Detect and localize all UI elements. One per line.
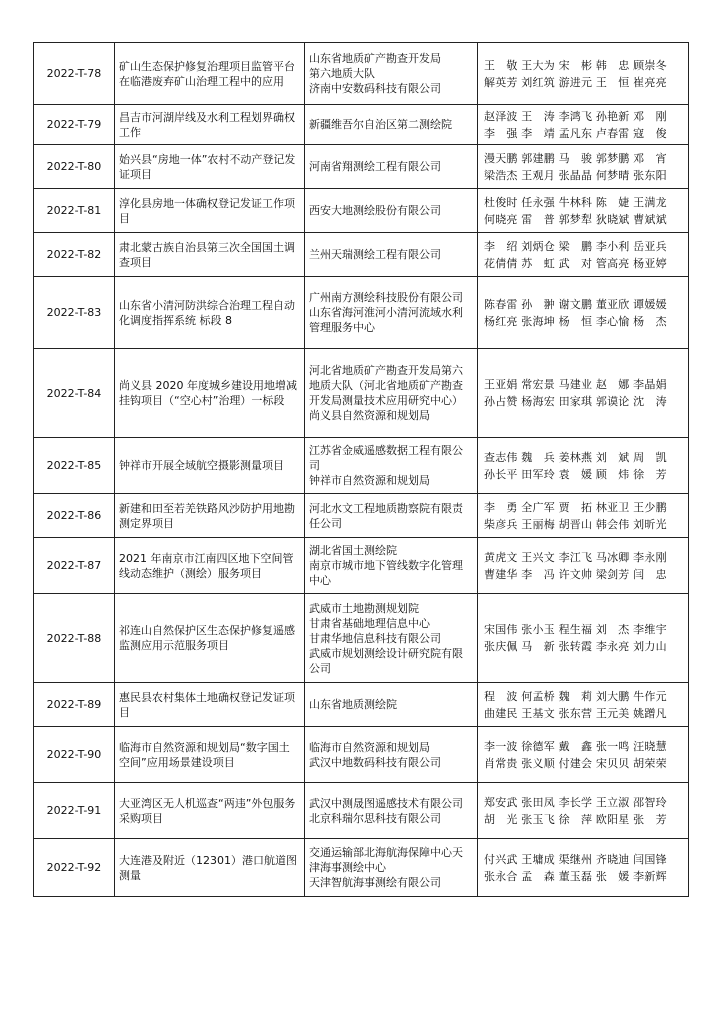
- project-name: 山东省小清河防洪综合治理工程自动化调度指挥系统 标段 8: [119, 298, 295, 327]
- project-name-cell: [115, 43, 305, 105]
- people-line: 孙长平 田军玲 袁 媛 顾 炜 徐 芳: [484, 467, 667, 481]
- project-name: 淳化县房地一体确权登记发证工作项目: [119, 196, 295, 225]
- unit-cell: [305, 839, 478, 897]
- table-row: [34, 145, 689, 189]
- project-id: 2022-T-91: [46, 804, 102, 817]
- unit-name: 南京市城市地下管线数字化管理中心: [309, 559, 463, 587]
- unit-name: 武威市规划测绘设计研究院有限公司: [309, 646, 463, 675]
- project-id-cell: [34, 538, 115, 594]
- table-row: [34, 783, 689, 839]
- project-id: 2022-T-81: [46, 204, 102, 217]
- table-row: [34, 839, 689, 897]
- project-name-cell: [115, 594, 305, 683]
- project-id: 2022-T-79: [46, 118, 102, 131]
- people-line: 王亚娟 常宏景 马建业 赵 娜 李晶娟: [484, 378, 667, 391]
- table-row: [34, 494, 689, 538]
- table-row: [34, 538, 689, 594]
- project-name-cell: [115, 145, 305, 189]
- unit-name: 交通运输部北海航海保障中心天津海事测绘中心: [309, 846, 463, 874]
- project-id-cell: [34, 683, 115, 727]
- unit-cell: [305, 43, 478, 105]
- project-id: 2022-T-87: [46, 559, 102, 572]
- people-line: 宋国伟 张小玉 程生福 刘 杰 李维宇: [484, 623, 667, 636]
- project-name: 始兴县“房地一体”农村不动产登记发证项目: [119, 152, 296, 181]
- project-id-cell: [34, 145, 115, 189]
- table-row: [34, 349, 689, 438]
- unit-cell: [305, 683, 478, 727]
- people-line: 陈春雷 孙 翀 谢文鹏 董亚欣 谭媛媛: [484, 297, 667, 311]
- people-cell: [478, 145, 689, 189]
- project-id-cell: [34, 43, 115, 105]
- project-name: 大亚湾区无人机巡查“两违”外包服务采购项目: [119, 796, 296, 825]
- people-cell: [478, 43, 689, 105]
- people-line: 解英芳 刘红筑 游进元 王 恒 崔亮亮: [484, 75, 667, 89]
- project-name-cell: [115, 277, 305, 349]
- project-id: 2022-T-88: [46, 631, 102, 645]
- people-cell: [478, 783, 689, 839]
- project-name: 肃北蒙古族自治县第三次全国国土调查项目: [119, 240, 295, 269]
- unit-name: 广州南方测绘科技股份有限公司: [309, 291, 463, 304]
- unit-cell: [305, 727, 478, 783]
- project-id-cell: [34, 783, 115, 839]
- unit-name: 武汉中地数码科技有限公司: [309, 755, 441, 769]
- project-name-cell: [115, 783, 305, 839]
- unit-name: 武汉中测晟图遥感技术有限公司: [309, 796, 463, 810]
- table-row: [34, 233, 689, 277]
- people-line: 查志伟 魏 兵 姜林燕 刘 斌 周 凯: [484, 450, 667, 464]
- project-id: 2022-T-85: [46, 459, 102, 472]
- people-cell: [478, 683, 689, 727]
- unit-name: 北京科瑞尔思科技有限公司: [309, 811, 441, 825]
- unit-name: 山东省海河淮河小清河流域水利管理服务中心: [309, 306, 463, 334]
- table-row: [34, 277, 689, 349]
- project-id: 2022-T-89: [46, 698, 102, 711]
- project-name-cell: [115, 189, 305, 233]
- unit-name: 河北省地质矿产勘查开发局第六地质大队（河北省地质矿产勘查开发局测量技术应用研究中心）: [309, 364, 463, 407]
- people-cell: [478, 105, 689, 145]
- project-id: 2022-T-78: [46, 67, 102, 80]
- people-line: 张庆佩 马 新 张转霞 李永亮 刘力山: [484, 640, 667, 653]
- people-line: 李 强 李 靖 孟凡东 卢春雷 寇 俊: [484, 126, 667, 140]
- people-cell: [478, 538, 689, 594]
- table-row: [34, 594, 689, 683]
- unit-name: 尚义县自然资源和规划局: [309, 409, 430, 422]
- project-name: 临海市自然资源和规划局“数字国土空间”应用场景建设项目: [119, 740, 290, 769]
- people-line: 何晓亮 雷 普 郭梦犁 狄晓斌 曹斌斌: [484, 212, 667, 226]
- people-line: 孙占赞 杨海宏 田家琪 郭谟论 沈 涛: [484, 395, 667, 408]
- project-id: 2022-T-90: [46, 748, 102, 761]
- project-id: 2022-T-82: [46, 248, 102, 261]
- table-row: [34, 727, 689, 783]
- people-line: 胡 光 张玉飞 徐 萍 欧阳星 张 芳: [484, 812, 667, 826]
- people-line: 黄虎文 王兴文 李江飞 马冰卿 李永刚: [484, 550, 667, 564]
- project-id-cell: [34, 839, 115, 897]
- people-cell: [478, 727, 689, 783]
- project-name-cell: [115, 839, 305, 897]
- unit-cell: [305, 189, 478, 233]
- people-line: 漫天鹏 郭建鹏 马 骏 郭梦鹏 邓 宵: [484, 151, 667, 165]
- unit-cell: [305, 105, 478, 145]
- unit-name: 河南省翔测绘工程有限公司: [309, 160, 441, 173]
- unit-cell: [305, 349, 478, 438]
- unit-name: 江苏省金威遥感数据工程有限公司: [309, 444, 463, 472]
- project-name-cell: [115, 349, 305, 438]
- people-line: 肖常贵 张义顺 付建会 宋贝贝 胡荣荣: [484, 756, 667, 770]
- unit-name: 西安大地测绘股份有限公司: [309, 204, 441, 217]
- people-line: 王 敬 王大为 宋 彬 韩 忠 顾崇冬: [484, 58, 667, 72]
- unit-cell: [305, 538, 478, 594]
- project-id-cell: [34, 727, 115, 783]
- project-id-cell: [34, 494, 115, 538]
- unit-name: 山东省地质矿产勘查开发局: [309, 52, 441, 65]
- project-id-cell: [34, 277, 115, 349]
- unit-cell: [305, 145, 478, 189]
- project-id-cell: [34, 438, 115, 494]
- unit-name: 第六地质大队: [309, 67, 375, 80]
- unit-name: 临海市自然资源和规划局: [309, 740, 430, 754]
- project-id-cell: [34, 594, 115, 683]
- table-row: [34, 438, 689, 494]
- unit-cell: [305, 594, 478, 683]
- people-line: 曹建华 李 冯 许文帅 梁剑芳 闫 忠: [484, 567, 667, 581]
- unit-name: 天津智航海事测绘有限公司: [309, 876, 441, 889]
- unit-name: 河北水文工程地质勘察院有限责任公司: [309, 501, 463, 530]
- people-line: 程 波 何孟桥 魏 莉 刘大鹏 牛作元: [484, 689, 667, 703]
- people-line: 李一波 徐德军 戴 鑫 张一鸣 汪晓慧: [484, 739, 667, 753]
- project-name: 惠民县农村集体土地确权登记发证项目: [119, 690, 295, 719]
- unit-cell: [305, 438, 478, 494]
- project-id-cell: [34, 233, 115, 277]
- project-name: 昌吉市河湖岸线及水利工程划界确权工作: [119, 110, 295, 139]
- table-row: [34, 43, 689, 105]
- people-line: 李 绍 刘炳仓 梁 鹏 李小利 岳亚兵: [484, 239, 667, 253]
- project-name: 尚义县 2020 年度城乡建设用地增减挂钩项目（“空心村”治理）一标段: [119, 379, 297, 407]
- table-row: [34, 683, 689, 727]
- unit-name: 兰州天瑞测绘工程有限公司: [309, 248, 441, 261]
- project-name-cell: [115, 438, 305, 494]
- project-id: 2022-T-92: [46, 861, 102, 874]
- unit-name: 甘肃华地信息科技有限公司: [309, 631, 441, 645]
- project-id: 2022-T-80: [46, 160, 102, 173]
- table-row: [34, 105, 689, 145]
- project-name: 钟祥市开展全域航空摄影测量项目: [119, 459, 284, 472]
- unit-cell: [305, 233, 478, 277]
- unit-cell: [305, 494, 478, 538]
- project-name: 大连港及附近（12301）港口航道图测量: [119, 853, 297, 882]
- unit-name: 山东省地质测绘院: [309, 698, 397, 711]
- people-cell: [478, 839, 689, 897]
- project-name-cell: [115, 233, 305, 277]
- people-line: 张永合 孟 森 董玉磊 张 媛 李新辉: [484, 869, 667, 883]
- unit-name: 钟祥市自然资源和规划局: [309, 474, 430, 487]
- people-cell: [478, 594, 689, 683]
- people-line: 付兴武 王墉成 渠继州 齐晓迪 闫国锋: [484, 852, 667, 866]
- unit-cell: [305, 277, 478, 349]
- project-name: 矿山生态保护修复治理项目监管平台在临港废弃矿山治理工程中的应用: [119, 59, 295, 88]
- project-name-cell: [115, 494, 305, 538]
- people-line: 杨红亮 张海坤 杨 恒 李心愉 杨 杰: [484, 314, 667, 328]
- unit-name: 湖北省国土测绘院: [309, 544, 397, 557]
- people-cell: [478, 349, 689, 438]
- project-id: 2022-T-83: [46, 306, 102, 319]
- project-name-cell: [115, 683, 305, 727]
- unit-name: 新疆维吾尔自治区第二测绘院: [309, 118, 452, 131]
- people-cell: [478, 277, 689, 349]
- people-cell: [478, 438, 689, 494]
- people-cell: [478, 189, 689, 233]
- people-cell: [478, 233, 689, 277]
- people-line: 花倩倩 苏 虹 武 对 管高亮 杨亚婷: [484, 256, 667, 270]
- project-id-cell: [34, 105, 115, 145]
- people-line: 曲建民 王基文 张东营 王元美 姚蹭凡: [484, 706, 667, 720]
- project-name-cell: [115, 538, 305, 594]
- unit-name: 武威市土地勘测规划院: [309, 601, 419, 615]
- project-name: 2021 年南京市江南四区地下空间管线动态维护（测绘）服务项目: [119, 551, 294, 580]
- people-line: 杜俊时 任永强 牛林科 陈 婕 王满龙: [484, 195, 667, 209]
- project-name: 新建和田至若羌铁路风沙防护用地勘测定界项目: [119, 501, 295, 530]
- table-row: [34, 189, 689, 233]
- people-line: 李 勇 全广军 贾 拓 林亚卫 王少鹏: [484, 500, 667, 514]
- people-line: 郑安武 张田凤 李长学 王立淑 邵智玲: [484, 795, 667, 809]
- project-name-cell: [115, 105, 305, 145]
- unit-cell: [305, 783, 478, 839]
- people-line: 梁浩杰 王观月 张晶晶 何梦晴 张东阳: [484, 168, 667, 182]
- people-cell: [478, 494, 689, 538]
- unit-name: 甘肃省基础地理信息中心: [309, 616, 430, 630]
- unit-name: 济南中安数码科技有限公司: [309, 82, 441, 95]
- people-line: 赵泽波 王 涛 李鸿飞 孙艳新 邓 刚: [484, 109, 667, 123]
- project-id-cell: [34, 349, 115, 438]
- table-body: [34, 43, 689, 897]
- project-id-cell: [34, 189, 115, 233]
- project-id: 2022-T-84: [46, 386, 102, 400]
- project-name-cell: [115, 727, 305, 783]
- awards-table: [33, 42, 689, 897]
- project-id: 2022-T-86: [46, 509, 102, 522]
- people-line: 柴彦兵 王丽梅 胡晋山 韩会伟 刘昕光: [484, 517, 667, 531]
- project-name: 祁连山自然保护区生态保护修复遥感监测应用示范服务项目: [119, 624, 295, 652]
